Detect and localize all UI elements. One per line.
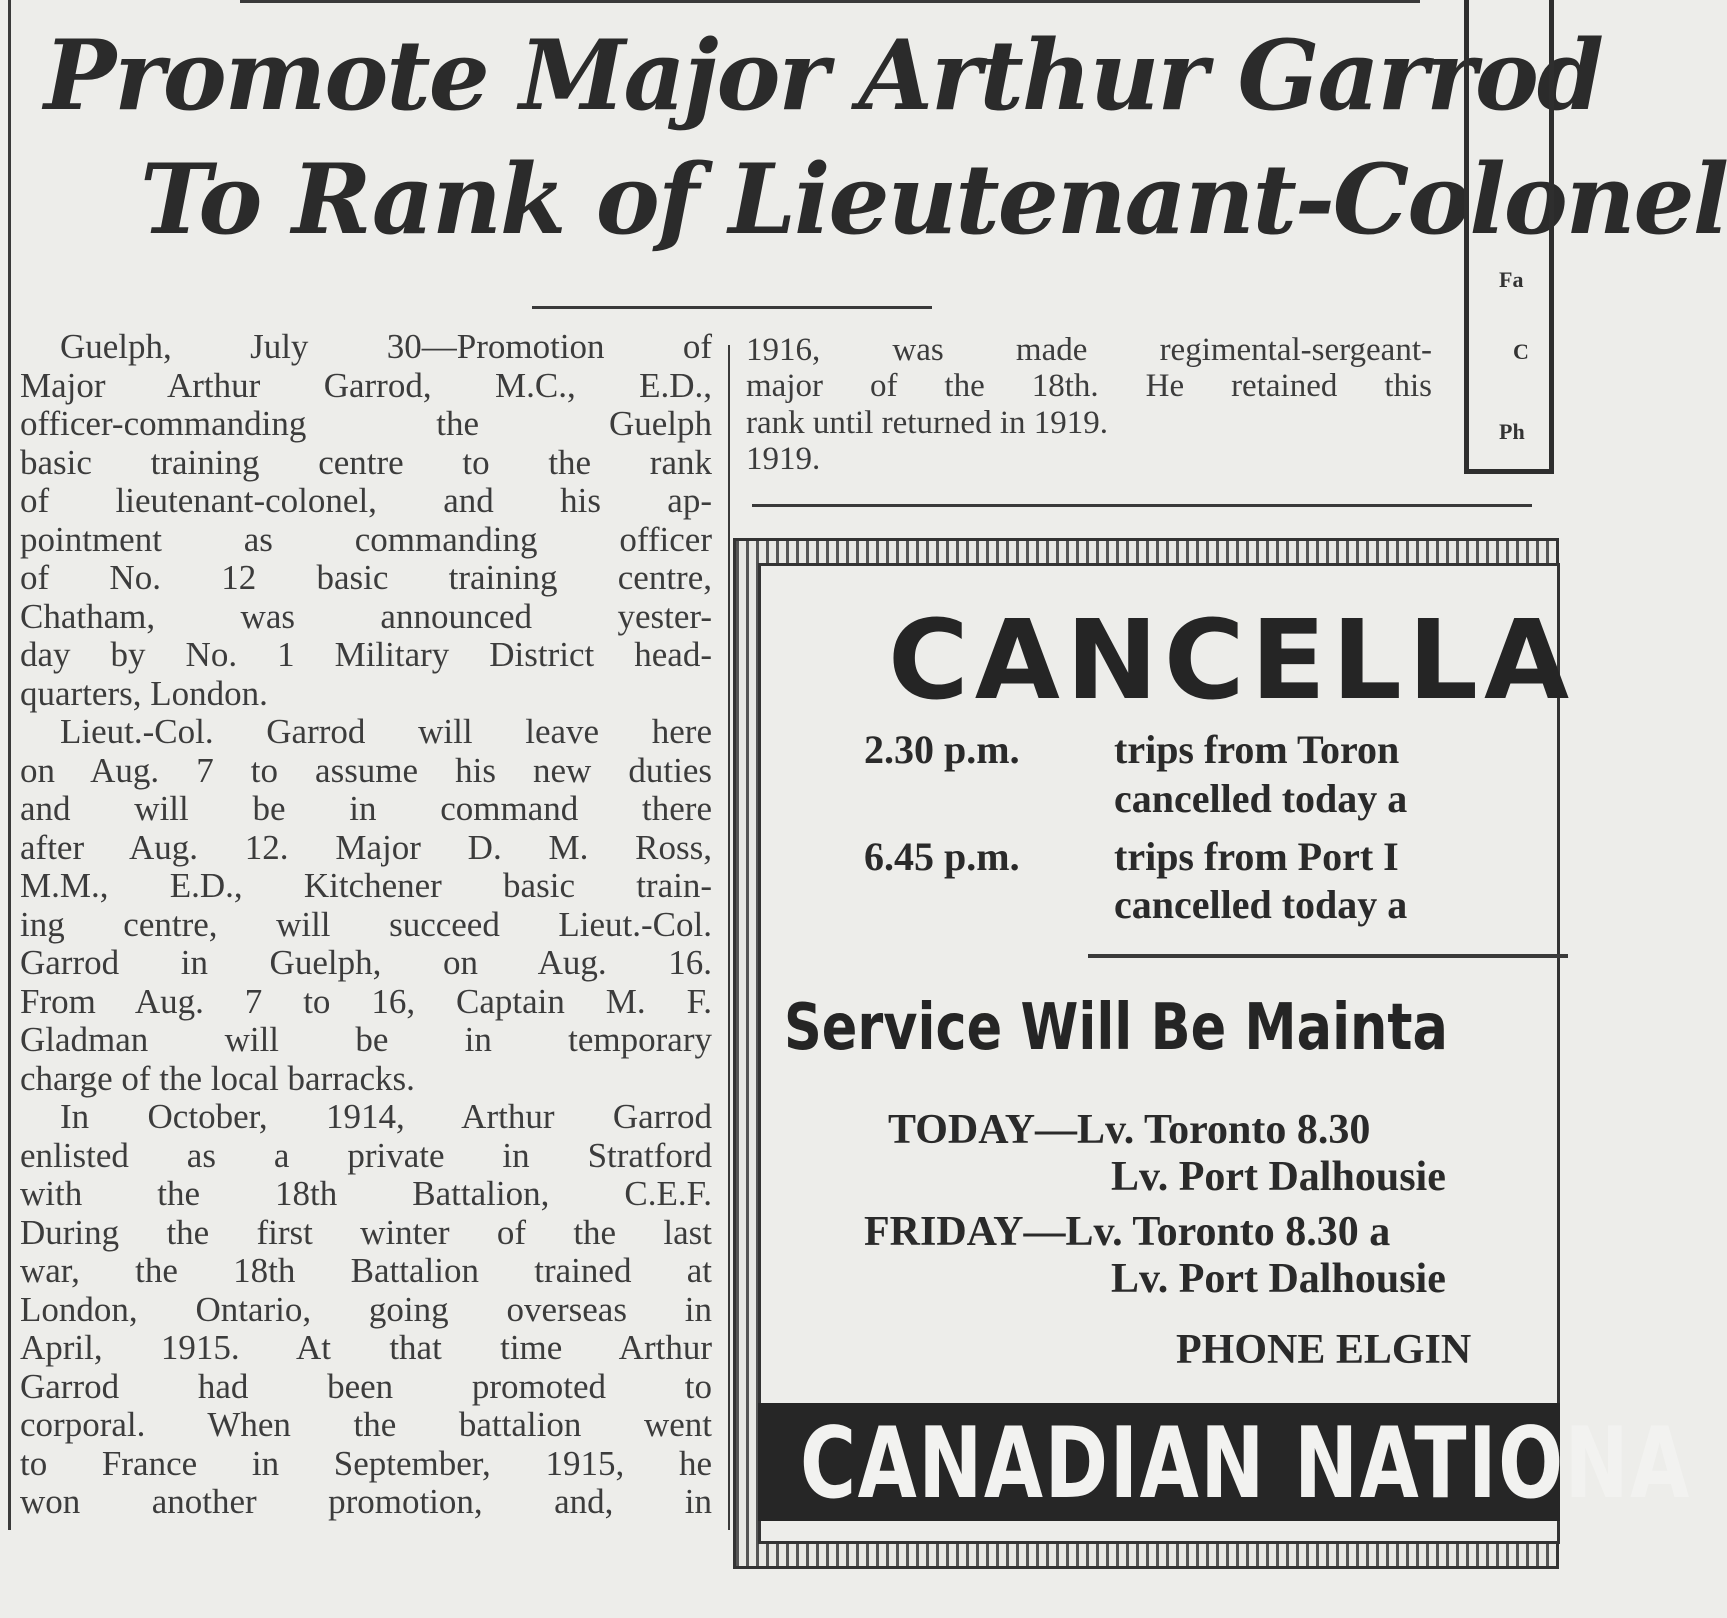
article-line: won another promotion, and, in — [20, 1482, 712, 1521]
left-border-rule — [8, 0, 11, 1530]
article-line: 1919. — [746, 440, 821, 477]
article-line: In October, 1914, Arthur Garrod — [60, 1097, 712, 1136]
article-line: officer-commanding the Guelph — [20, 404, 712, 443]
ad-trip-1-time: 2.30 p.m. — [864, 727, 1020, 772]
article-line: Major Arthur Garrod, M.C., E.D., — [20, 365, 712, 405]
article-line: Gladman will be in temporary — [20, 1020, 712, 1059]
article-line: and will be in command there — [20, 789, 712, 828]
article-left-column — [20, 328, 712, 1522]
article-line: April, 1915. At that time Arthur — [20, 1328, 712, 1367]
headline-line-1: Promote Major Arthur Garrod — [44, 19, 1602, 132]
article-line: London, Ontario, going overseas in — [20, 1289, 712, 1329]
ad-inner-rule — [1088, 954, 1568, 958]
ad-title: CANCELLA — [888, 596, 1576, 724]
ad-today-schedule: TODAY—Lv. Toronto 8.30 — [888, 1107, 1371, 1153]
article-line: Guelph, July 30—Promotion of — [60, 327, 712, 366]
article-line: with the 18th Battalion, C.E.F. — [20, 1174, 712, 1213]
article-line: M.M., E.D., Kitchener basic train- — [20, 866, 712, 905]
ad-top-rule — [752, 504, 1532, 507]
article-line: rank until returned in 1919. — [746, 404, 1109, 441]
article-line: ing centre, will succeed Lieut.-Col. — [20, 904, 712, 944]
ad-trip-1-line-2: cancelled today a — [1114, 776, 1408, 821]
article-line: day by No. 1 Military District head- — [20, 635, 712, 674]
ad-trip-2-time: 6.45 p.m. — [864, 834, 1020, 879]
article-line: of lieutenant-colonel, and his ap- — [20, 481, 712, 520]
article-line: of No. 12 basic training centre, — [20, 558, 712, 597]
ad-brand-band — [758, 1403, 1691, 1521]
ad-service-heading: Service Will Be Mainta — [784, 991, 1448, 1065]
ad-trip-2-line-1: trips from Port I — [1114, 834, 1399, 879]
article-line: corporal. When the battalion went — [20, 1405, 712, 1444]
ad-trip-2-line-2: cancelled today a — [1114, 882, 1408, 927]
article-line: on Aug. 7 to assume his new duties — [20, 750, 712, 790]
cancellation-ad — [733, 538, 1691, 1569]
article-right-column — [746, 334, 1432, 479]
article-line: Garrod had been promoted to — [20, 1366, 712, 1406]
ad-friday-schedule-line-2: Lv. Port Dalhousie — [1111, 1256, 1446, 1302]
column-divider — [728, 345, 730, 1530]
ad-phone: PHONE ELGIN — [1176, 1327, 1472, 1373]
article-line: From Aug. 7 to 16, Captain M. F. — [20, 981, 712, 1021]
article-line: charge of the local barracks. — [20, 1058, 415, 1098]
side-box — [1464, 0, 1554, 474]
article-line: Garrod in Guelph, on Aug. 16. — [20, 943, 712, 982]
side-box-fragment: Ph — [1499, 419, 1525, 444]
ad-brand-name: CANADIAN NATIONA — [800, 1407, 1691, 1521]
side-box-fragment: C — [1513, 339, 1529, 364]
article-line: Lieut.-Col. Garrod will leave here — [60, 712, 712, 751]
article-line: major of the 18th. He retained this — [746, 368, 1432, 405]
article-line: to France in September, 1915, he — [20, 1443, 712, 1483]
article-line: war, the 18th Battalion trained at — [20, 1251, 712, 1290]
article-line: During the first winter of the last — [20, 1212, 712, 1252]
ad-friday-schedule: FRIDAY—Lv. Toronto 8.30 a — [864, 1209, 1391, 1255]
article-line: basic training centre to the rank — [20, 442, 712, 482]
ad-today-schedule-line-2: Lv. Port Dalhousie — [1111, 1154, 1446, 1200]
article-line: pointment as commanding officer — [20, 519, 712, 559]
article-line: after Aug. 12. Major D. M. Ross, — [20, 827, 712, 867]
top-rule — [240, 0, 1420, 3]
article-line: enlisted as a private in Stratford — [20, 1135, 712, 1175]
article-line: quarters, London. — [20, 673, 268, 713]
article-line: 1916, was made regimental-sergeant- — [746, 332, 1432, 368]
ad-trip-1-line-1: trips from Toron — [1114, 727, 1400, 772]
article-line: Chatham, was announced yester- — [20, 596, 712, 636]
headline-line-2: To Rank of Lieutenant-Colonel — [140, 143, 1727, 256]
side-box-fragment: Fa — [1499, 267, 1524, 292]
headline-divider — [532, 306, 932, 309]
